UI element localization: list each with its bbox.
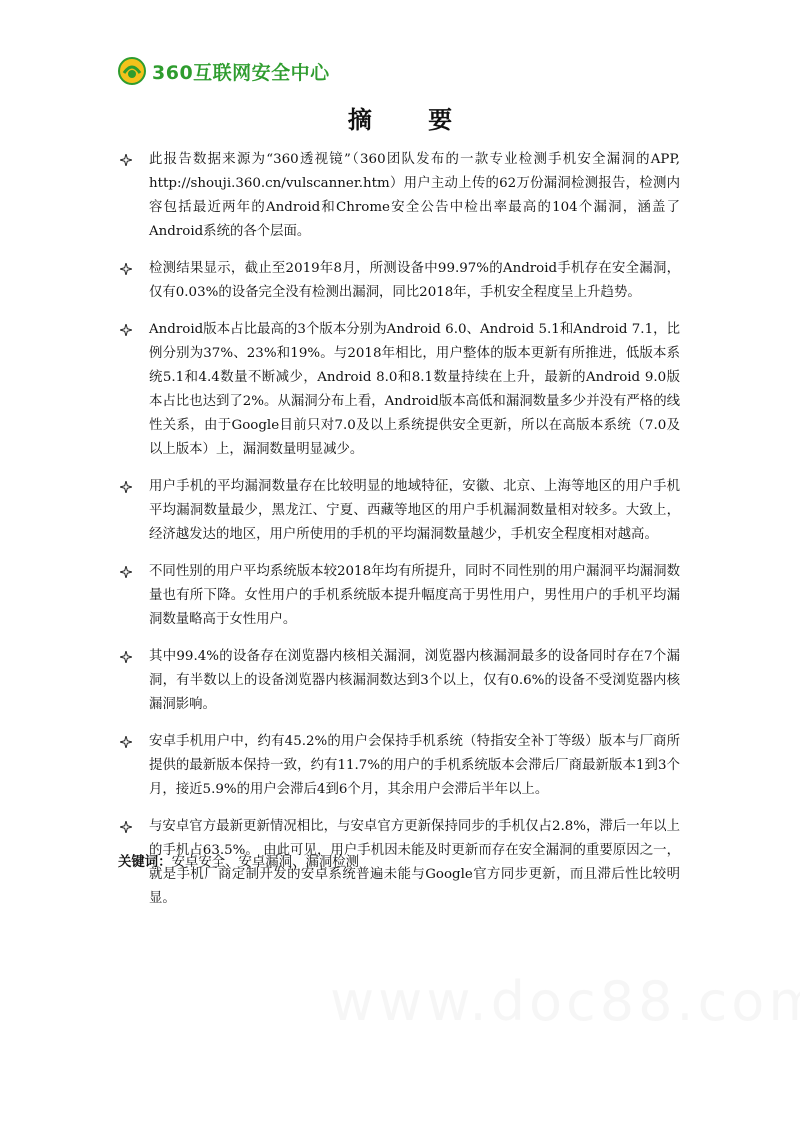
keywords-label: 关键词： (118, 854, 172, 870)
watermark (330, 970, 800, 1033)
keywords-line (118, 852, 359, 873)
list-item-text: 与安卓官方最新更新情况相比，与安卓官方更新保持同步的手机仅占2.8%，滞后一年以上的手机占63.5%。 由此可见，用户手机因未能及时更新而存在安全漏洞的重要原因之一，就是手机厂商定制开发的安卓系统普遍未能与Google官方同步更新，而且滞后性比较明显。 (149, 819, 680, 906)
list-item (118, 475, 680, 547)
list-item-text: 不同性别的用户平均系统版本较2018年均有所提升，同时不同性别的用户漏洞平均漏洞数量也有所下降。女性用户的手机系统版本提升幅度高于男性用户，男性用户的手机平均漏洞数量略高于女性用户。 (149, 564, 680, 627)
list-item-text: 安卓手机用户中，约有45.2%的用户会保持手机系统（特指安全补丁等级）版本与厂商所提供的最新版本保持一致，约有11.7%的用户的手机系统版本会滞后厂商最新版本1到3个月，接近5.9%的用户会滞后4到6个月，其余用户会滞后半年以上。 (149, 734, 680, 797)
list-item-text: Android版本占比最高的3个版本分别为Android 6.0、Android 5.1和Android 7.1，比例分别为37%、23%和19%。与2018年相比，用户整体的版本更新有所推进，低版本系统5.1和4.4数量不断减少，Android 8.0和8.1数量持续在上升，最新的Android 9.0版本占比也达到了2%。从漏洞分布上看，Android版本高低和漏洞数量多少并没有严格的线性关系，由于Google目前只对7.0及以上系统提供安全更新，所以在高版本系统（7.0及以上版本）上，漏洞数量明显减少。 (149, 322, 680, 457)
keywords-value: 安卓安全、安卓漏洞、漏洞检测 (171, 855, 360, 870)
list-item-text: 用户手机的平均漏洞数量存在比较明显的地域特征，安徽、北京、上海等地区的用户手机平均漏洞数量最少，黑龙江、宁夏、西藏等地区的用户手机漏洞数量相对较多。大致上，经济越发达的地区，用户所使用的手机的平均漏洞数量越少，手机安全程度相对越高。 (149, 479, 680, 542)
page-title: 摘 要 (347, 105, 477, 134)
list-item (118, 645, 680, 717)
logo-text: 360互联网安全中心 (152, 61, 330, 84)
list-item-text: 此报告数据来源为“360透视镜”（360团队发布的一款专业检测手机安全漏洞的APP, http://shouji.360.cn/vulscanner.htm）用户主动上传的62万份漏洞检测报告，检测内容包括最近两年的Android和Chrome安全公告中检出率最高的104个漏洞，涵盖了Android系统的各个层面。 (149, 152, 680, 239)
diamond-bullet-icon (118, 257, 134, 281)
360-logo-icon (118, 57, 146, 85)
summary-list (118, 148, 680, 924)
diamond-bullet-icon (118, 815, 134, 839)
report-header (118, 56, 330, 86)
list-item (118, 257, 680, 305)
diamond-bullet-icon (118, 475, 134, 499)
diamond-bullet-icon (118, 148, 134, 172)
list-item-text: 其中99.4%的设备存在浏览器内核相关漏洞，浏览器内核漏洞最多的设备同时存在7个漏洞，有半数以上的设备浏览器内核漏洞数达到3个以上，仅有0.6%的设备不受浏览器内核漏洞影响。 (149, 649, 680, 712)
diamond-bullet-icon (118, 560, 134, 584)
diamond-bullet-icon (118, 318, 134, 342)
diamond-bullet-icon (118, 730, 134, 754)
diamond-bullet-icon (118, 645, 134, 669)
list-item-text: 检测结果显示，截止至2019年8月，所测设备中99.97%的Android手机存在安全漏洞，仅有0.03%的设备完全没有检测出漏洞，同比2018年，手机安全程度呈上升趋势。 (149, 261, 680, 300)
list-item (118, 318, 680, 462)
list-item (118, 148, 680, 244)
list-item (118, 730, 680, 802)
list-item (118, 560, 680, 632)
